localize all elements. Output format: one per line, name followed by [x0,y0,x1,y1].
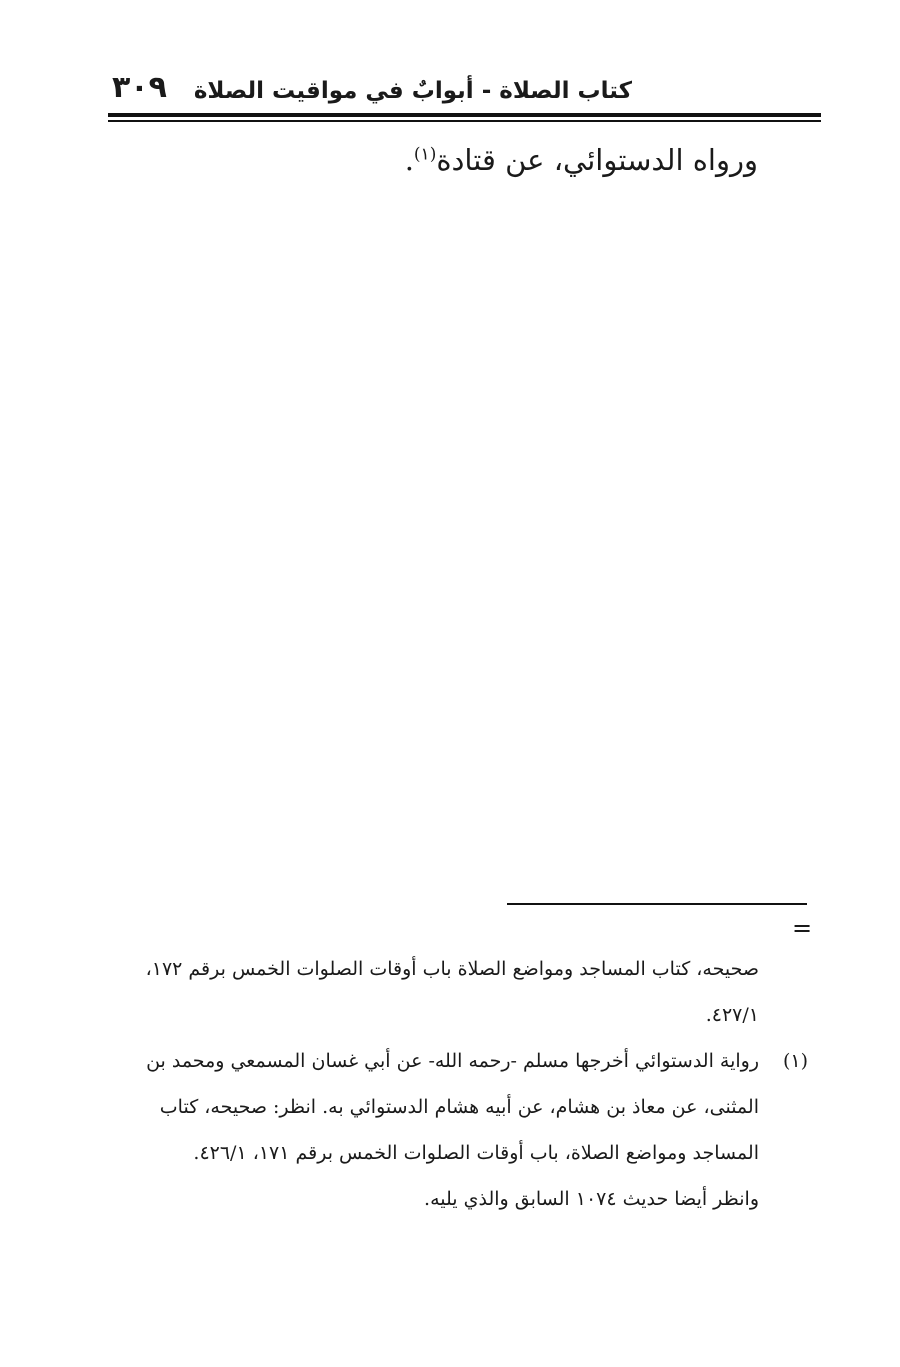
body-period: . [404,143,414,177]
footnote-reference[interactable]: (١) [413,144,437,165]
header-rule [108,113,821,117]
running-header: كتاب الصلاة - أبوابٌ في مواقيت الصلاة [193,78,632,104]
footnotes-section [98,946,808,1222]
footnote-separator [507,903,807,905]
header-rule-thin [108,120,821,122]
footnote-item [98,1038,808,1222]
footnote-text: رواية الدستوائي أخرجها مسلم -رحمه الله- عن أبي غسان المسمعي ومحمد بن المثنى، عن معاذ بن هشام، عن أبيه هشام الدستوائي به. انظر: صحيحه، كتاب المساجد ومواضع الصلاة، باب أوقات الصلوات الخمس برقم ١٧١، ٤٢٦/١. [146,1050,759,1164]
body-paragraph [118,138,758,182]
footnote-number: (١) [782,1050,808,1072]
continuation-mark: = [792,914,813,942]
footnote-continued-text: صحيحه، كتاب المساجد ومواضع الصلاة باب أوقات الصلوات الخمس برقم ١٧٢، ٤٢٧/١. [145,958,759,1026]
body-text: ورواه الدستوائي، عن قتادة [436,143,758,177]
page-number: ٣٠٩ [112,70,167,105]
footnote-extra-text: وانظر أيضا حديث ١٠٧٤ السابق والذي يليه. [424,1188,759,1210]
